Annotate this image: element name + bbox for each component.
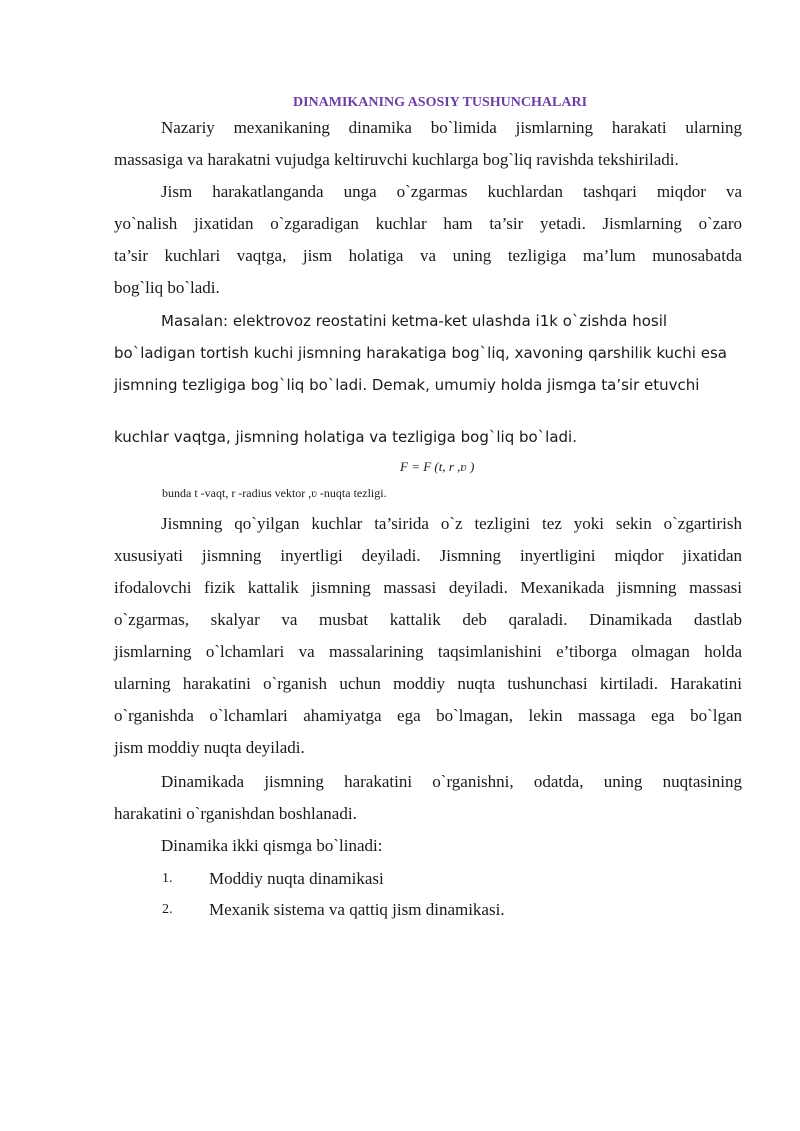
paragraph-line: xususiyati jismning inyertligi deyiladi. Jismning inyertligini miqdor jixatidan — [114, 546, 742, 565]
list-number: 2. — [162, 902, 173, 917]
formula-note: bunda t -vaqt, r -radius vektor ,ʋ -nuqta tezligi. — [162, 486, 387, 500]
paragraph-line: massasiga va harakatni vujudga keltiruvchi kuchlarga bog`liq ravishda tekshiriladi. — [114, 150, 679, 169]
paragraph-line: jism moddiy nuqta deyiladi. — [114, 738, 305, 757]
page-title: DINAMIKANING ASOSIY TUSHUNCHALARI — [292, 95, 588, 110]
paragraph-line: jismning tezligiga bog`liq bo`ladi. Demak, umumiy holda jismga ta’sir etuvchi — [114, 376, 700, 394]
paragraph-line: o`rganishda o`lchamlari ahamiyatga ega bo`lmagan, lekin massaga ega bo`lgan — [114, 706, 742, 725]
paragraph-2 — [114, 176, 742, 304]
paragraph-line: kuchlar vaqtga, jismning holatiga va tezligiga bog`liq bo`ladi. — [114, 428, 577, 446]
paragraph-6 — [114, 830, 742, 862]
paragraph-5 — [114, 766, 742, 830]
list-text: Moddiy nuqta dinamikasi — [209, 869, 384, 888]
paragraph-line: ifodalovchi fizik kattalik jismning massasi deyiladi. Mexanikada jismning massasi — [114, 578, 742, 597]
paragraph-line: yo`nalish jixatidan o`zgaradigan kuchlar ham ta’sir yetadi. Jismlarning o`zaro — [114, 214, 742, 233]
paragraph-3-last — [114, 421, 742, 453]
paragraph-line: ta’sir kuchlari vaqtga, jism holatiga va uning tezligiga ma’lum munosabatda — [114, 246, 742, 265]
paragraph-line: Masalan: elektrovoz reostatini ketma-ket ulashda i1k o`zishda hosil — [161, 312, 668, 330]
paragraph-line: jismlarning o`lchamlari va massalarining taqsimlanishini e’tiborga olmagan holda — [114, 642, 742, 661]
paragraph-line: Dinamika ikki qismga bo`linadi: — [161, 836, 383, 855]
paragraph-line: ularning harakatini o`rganish uchun moddiy nuqta tushunchasi kirtiladi. Harakatini — [114, 674, 742, 693]
paragraph-4 — [114, 508, 742, 764]
list-number: 1. — [162, 871, 173, 886]
force-formula: F = F (t, r ,ʋ ) — [400, 459, 475, 474]
paragraph-1 — [114, 112, 742, 176]
paragraph-line: Jismning qo`yilgan kuchlar ta’sirida o`z tezligini tez yoki sekin o`zgartirish — [161, 514, 742, 533]
paragraph-line: harakatini o`rganishdan boshlanadi. — [114, 804, 357, 823]
paragraph-line: Jism harakatlanganda unga o`zgarmas kuchlardan tashqari miqdor va — [161, 182, 742, 201]
paragraph-line: bog`liq bo`ladi. — [114, 278, 220, 297]
paragraph-line: bo`ladigan tortish kuchi jismning harakatiga bog`liq, xavoning qarshilik kuchi esa — [114, 344, 727, 362]
paragraph-line: o`zgarmas, skalyar va musbat kattalik deb qaraladi. Dinamikada dastlab — [114, 610, 742, 629]
paragraph-3 — [114, 305, 742, 401]
paragraph-line: Dinamikada jismning harakatini o`rganishni, odatda, uning nuqtasining — [161, 772, 742, 791]
list-text: Mexanik sistema va qattiq jism dinamikasi. — [209, 900, 505, 919]
paragraph-line: Nazariy mexanikaning dinamika bo`limida jismlarning harakati ularning — [161, 118, 742, 137]
